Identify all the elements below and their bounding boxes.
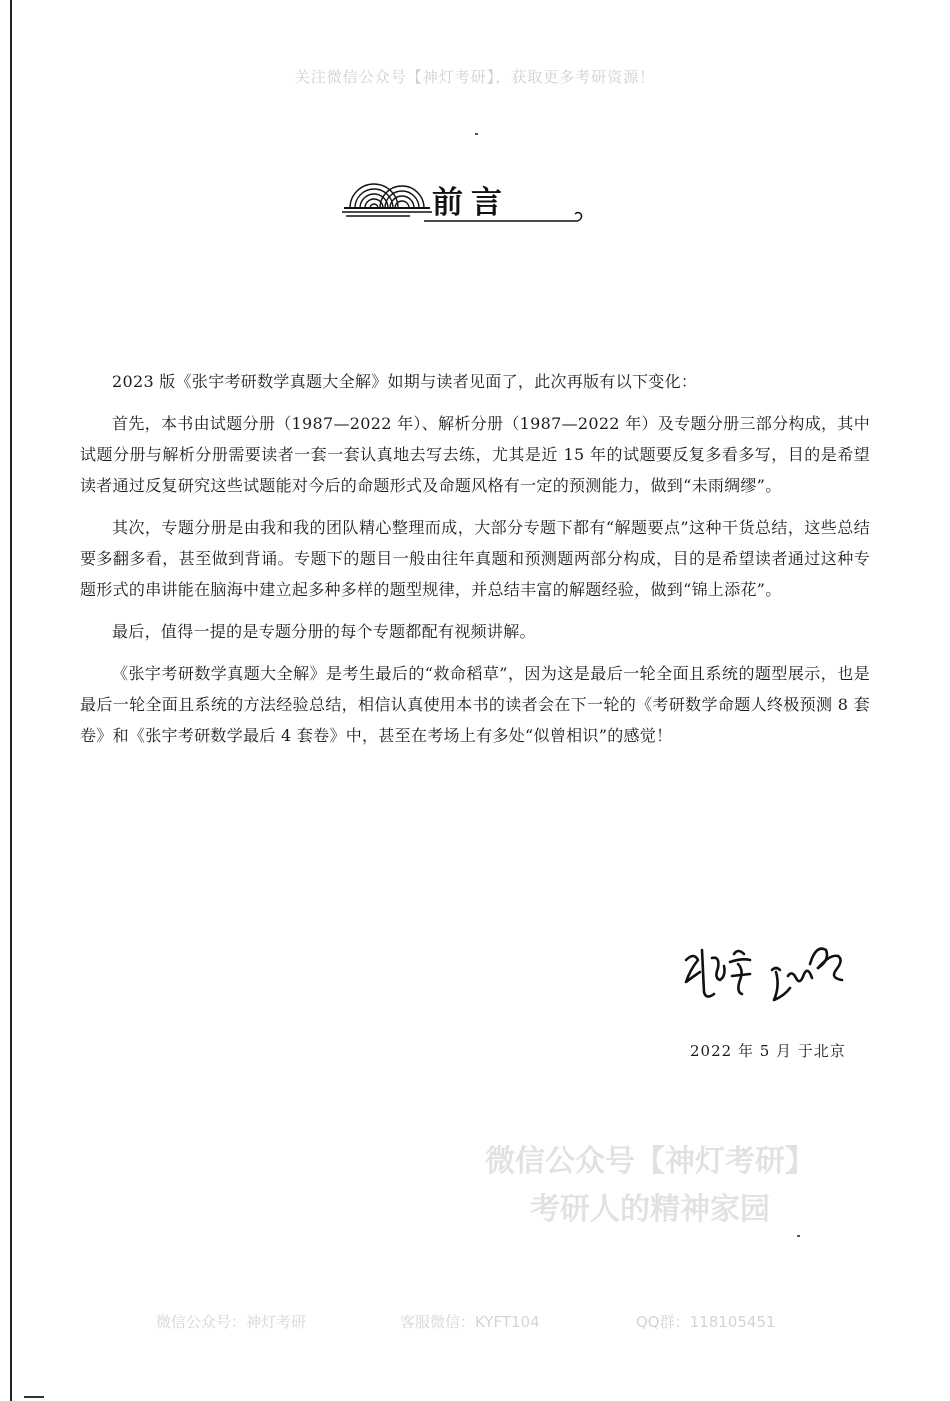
center-watermark [460,1138,840,1234]
bottom-edge-mark [24,1396,44,1398]
paragraph-last: 最后，值得一提的是专题分册的每个专题都配有视频讲解。 [112,622,536,641]
watermark-line-2: 考研人的精神家园 [530,1192,770,1227]
footer-service: 客服微信：KYFT104 [400,1313,540,1331]
paragraph-intro: 2023 版《张宇考研数学真题大全解》如期与读者见面了，此次再版有以下变化： [112,372,698,391]
left-page-edge [10,0,12,1401]
scan-speck [797,1235,800,1237]
top-watermark: 关注微信公众号【神灯考研】，获取更多考研资源！ [294,68,656,86]
author-signature [680,930,860,1024]
scan-speck [475,133,478,135]
footer-qq: QQ群：118105451 [636,1313,776,1331]
section-header [340,168,590,228]
page-title: 前言 [432,185,510,221]
paragraph-closing: 《张宇考研数学真题大全解》是考生最后的“救命稻草”，因为这是最后一轮全面且系统的题型展示，也是最后一轮全面且系统的方法经验总结，相信认真使用本书的读者会在下一轮的《考研数学命题人终极预测 8 套卷》和《张宇考研数学最后 4 套卷》中，甚至在考场上有多处“似曾相识”的感觉！ [80,664,870,745]
handwritten-signature-icon [680,930,860,1020]
paragraph-first: 首先，本书由试题分册（1987—2022 年）、解析分册（1987—2022 年）及专题分册三部分构成，其中试题分册与解析分册需要读者一套一套认真地去写去练，尤其是近 15 年的试题要反复多看多写，目的是希望读者通过反复研究这些试题能对今后的命题形式及命题风格有一定的预测能力，做到“未雨绸缪”。 [80,414,870,495]
footer-wechat: 微信公众号：神灯考研 [156,1313,307,1331]
watermark-line-1: 微信公众号【神灯考研】 [485,1144,815,1179]
paragraph-second: 其次，专题分册是由我和我的团队精心整理而成，大部分专题下都有“解题要点”这种干货总结，这些总结要多翻多看，甚至做到背诵。专题下的题目一般由往年真题和预测题两部分构成，目的是希望读者通过这种专题形式的串讲能在脑海中建立起多种多样的题型规律，并总结丰富的解题经验，做到“锦上添花”。 [80,518,870,599]
date-location: 2022 年 5 月 于北京 [690,1042,846,1060]
preface-body [80,366,870,762]
